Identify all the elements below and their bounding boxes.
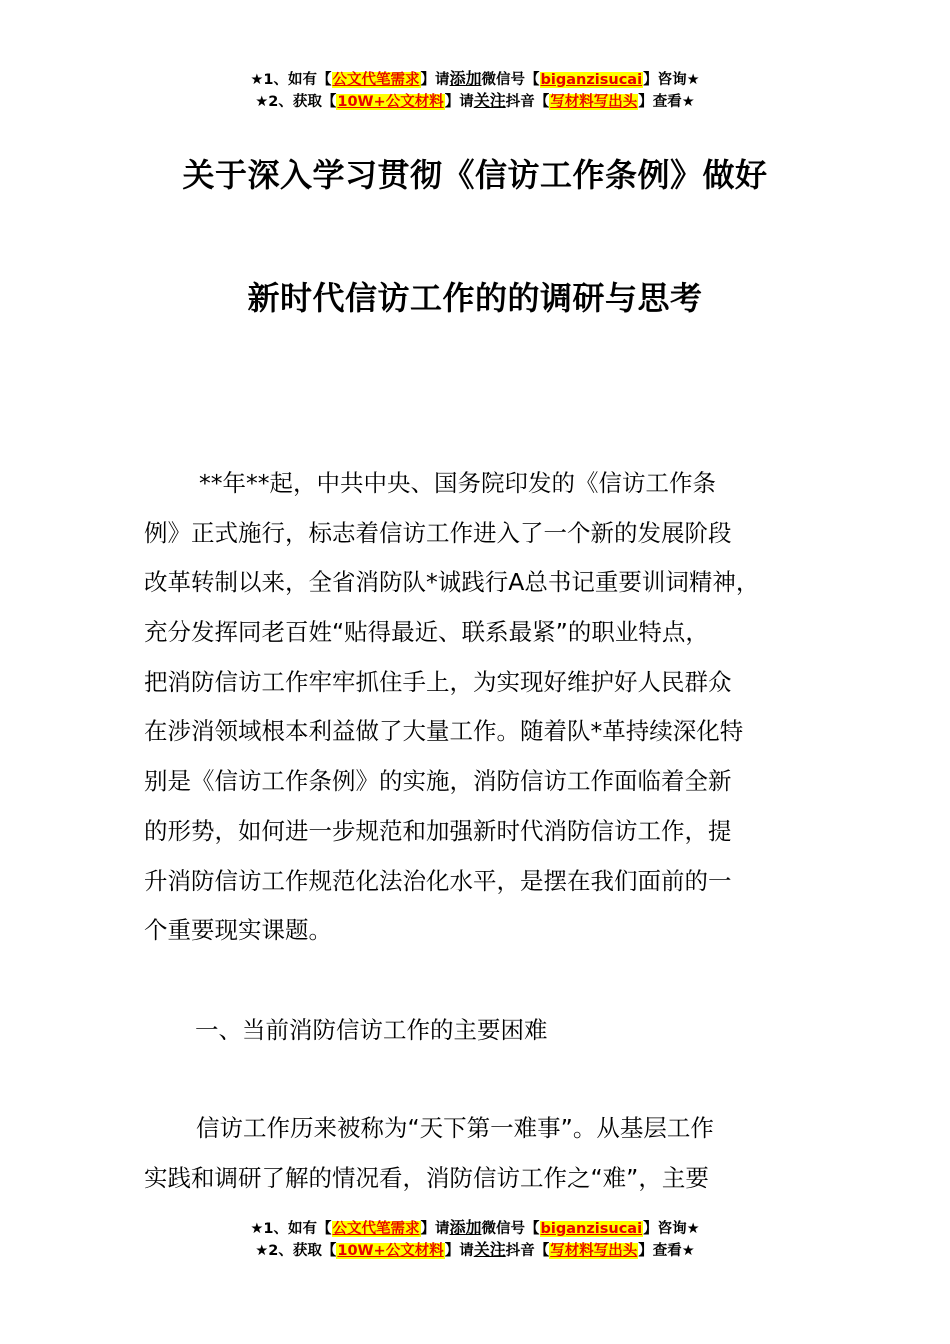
promo-underlined: 添加 — [449, 1218, 482, 1237]
promo-text: 】请 — [444, 1243, 474, 1259]
promo-text: 】查看★ — [638, 94, 695, 110]
document-title-line-2: 新时代信访工作的的调研与思考 — [247, 279, 703, 317]
promo-text: 抖音【 — [505, 94, 550, 110]
promo-text: 抖音【 — [505, 1243, 550, 1259]
promo-line-1 — [0, 68, 950, 90]
promo-text: 】请 — [420, 72, 450, 88]
promo-text: 】请 — [420, 1221, 450, 1237]
paragraph-line: 实践和调研了解的情况看，消防信访工作之“难”，主要 — [144, 1163, 709, 1192]
promo-text: 】咨询★ — [643, 72, 700, 88]
promo-text: ★2、获取【 — [255, 94, 337, 110]
promo-text: 微信号【 — [481, 1221, 540, 1237]
promo-highlight: 公文代笔需求 — [332, 1221, 420, 1237]
paragraph-line: 充分发挥同老百姓“贴得最近、联系最紧”的职业特点， — [144, 618, 709, 647]
promo-underlined: 关注 — [473, 1240, 506, 1259]
paragraph-2 — [144, 1104, 834, 1203]
promo-highlight: biganzisucai — [540, 1221, 643, 1237]
document-title-line-1: 关于深入学习贯彻《信访工作条例》做好 — [182, 156, 768, 194]
promo-text: 微信号【 — [481, 72, 540, 88]
paragraph-line: **年**起，中共中央、国务院印发的《信访工作条 — [199, 469, 716, 497]
paragraph-line: 信访工作历来被称为“天下第一难事”。从基层工作 — [196, 1114, 714, 1142]
promo-text: ★1、如有【 — [250, 72, 332, 88]
promo-line-1 — [0, 1217, 950, 1239]
promo-line-2 — [0, 90, 950, 112]
paragraph-1 — [144, 459, 834, 956]
promo-banner-top — [0, 68, 950, 112]
promo-text: 】请 — [444, 94, 474, 110]
promo-text: 】咨询★ — [643, 1221, 700, 1237]
paragraph-line: 的形势，如何进一步规范和加强新时代消防信访工作，提 — [144, 816, 732, 845]
paragraph-line: 别是《信访工作条例》的实施，消防信访工作面临着全新 — [144, 767, 732, 796]
paragraph-line: 改革转制以来，全省消防队*诚践行A总书记重要训词精神， — [144, 568, 760, 597]
promo-text: 】查看★ — [638, 1243, 695, 1259]
promo-text: ★2、获取【 — [255, 1243, 337, 1259]
promo-highlight: 10W+公文材料 — [337, 1243, 444, 1259]
promo-underlined: 关注 — [473, 91, 506, 110]
promo-line-2 — [0, 1239, 950, 1261]
paragraph-line: 在涉消领域根本利益做了大量工作。随着队*革持续深化特 — [144, 717, 744, 746]
paragraph-line: 例》正式施行，标志着信访工作进入了一个新的发展阶段 — [144, 518, 732, 547]
paragraph-line: 个重要现实课题。 — [144, 916, 332, 945]
paragraph-line: 升消防信访工作规范化法治化水平，是摆在我们面前的一 — [144, 866, 732, 895]
promo-underlined: 添加 — [449, 69, 482, 88]
promo-highlight: 写材料写出头 — [550, 94, 638, 110]
paragraph-line: 把消防信访工作牢牢抓住手上，为实现好维护好人民群众 — [144, 667, 732, 696]
promo-highlight: 写材料写出头 — [550, 1243, 638, 1259]
promo-banner-bottom — [0, 1217, 950, 1261]
section-heading: 一、当前消防信访工作的主要困难 — [195, 1016, 548, 1044]
promo-highlight: 10W+公文材料 — [337, 94, 444, 110]
promo-text: ★1、如有【 — [250, 1221, 332, 1237]
promo-highlight: 公文代笔需求 — [332, 72, 420, 88]
promo-highlight: biganzisucai — [540, 72, 643, 88]
